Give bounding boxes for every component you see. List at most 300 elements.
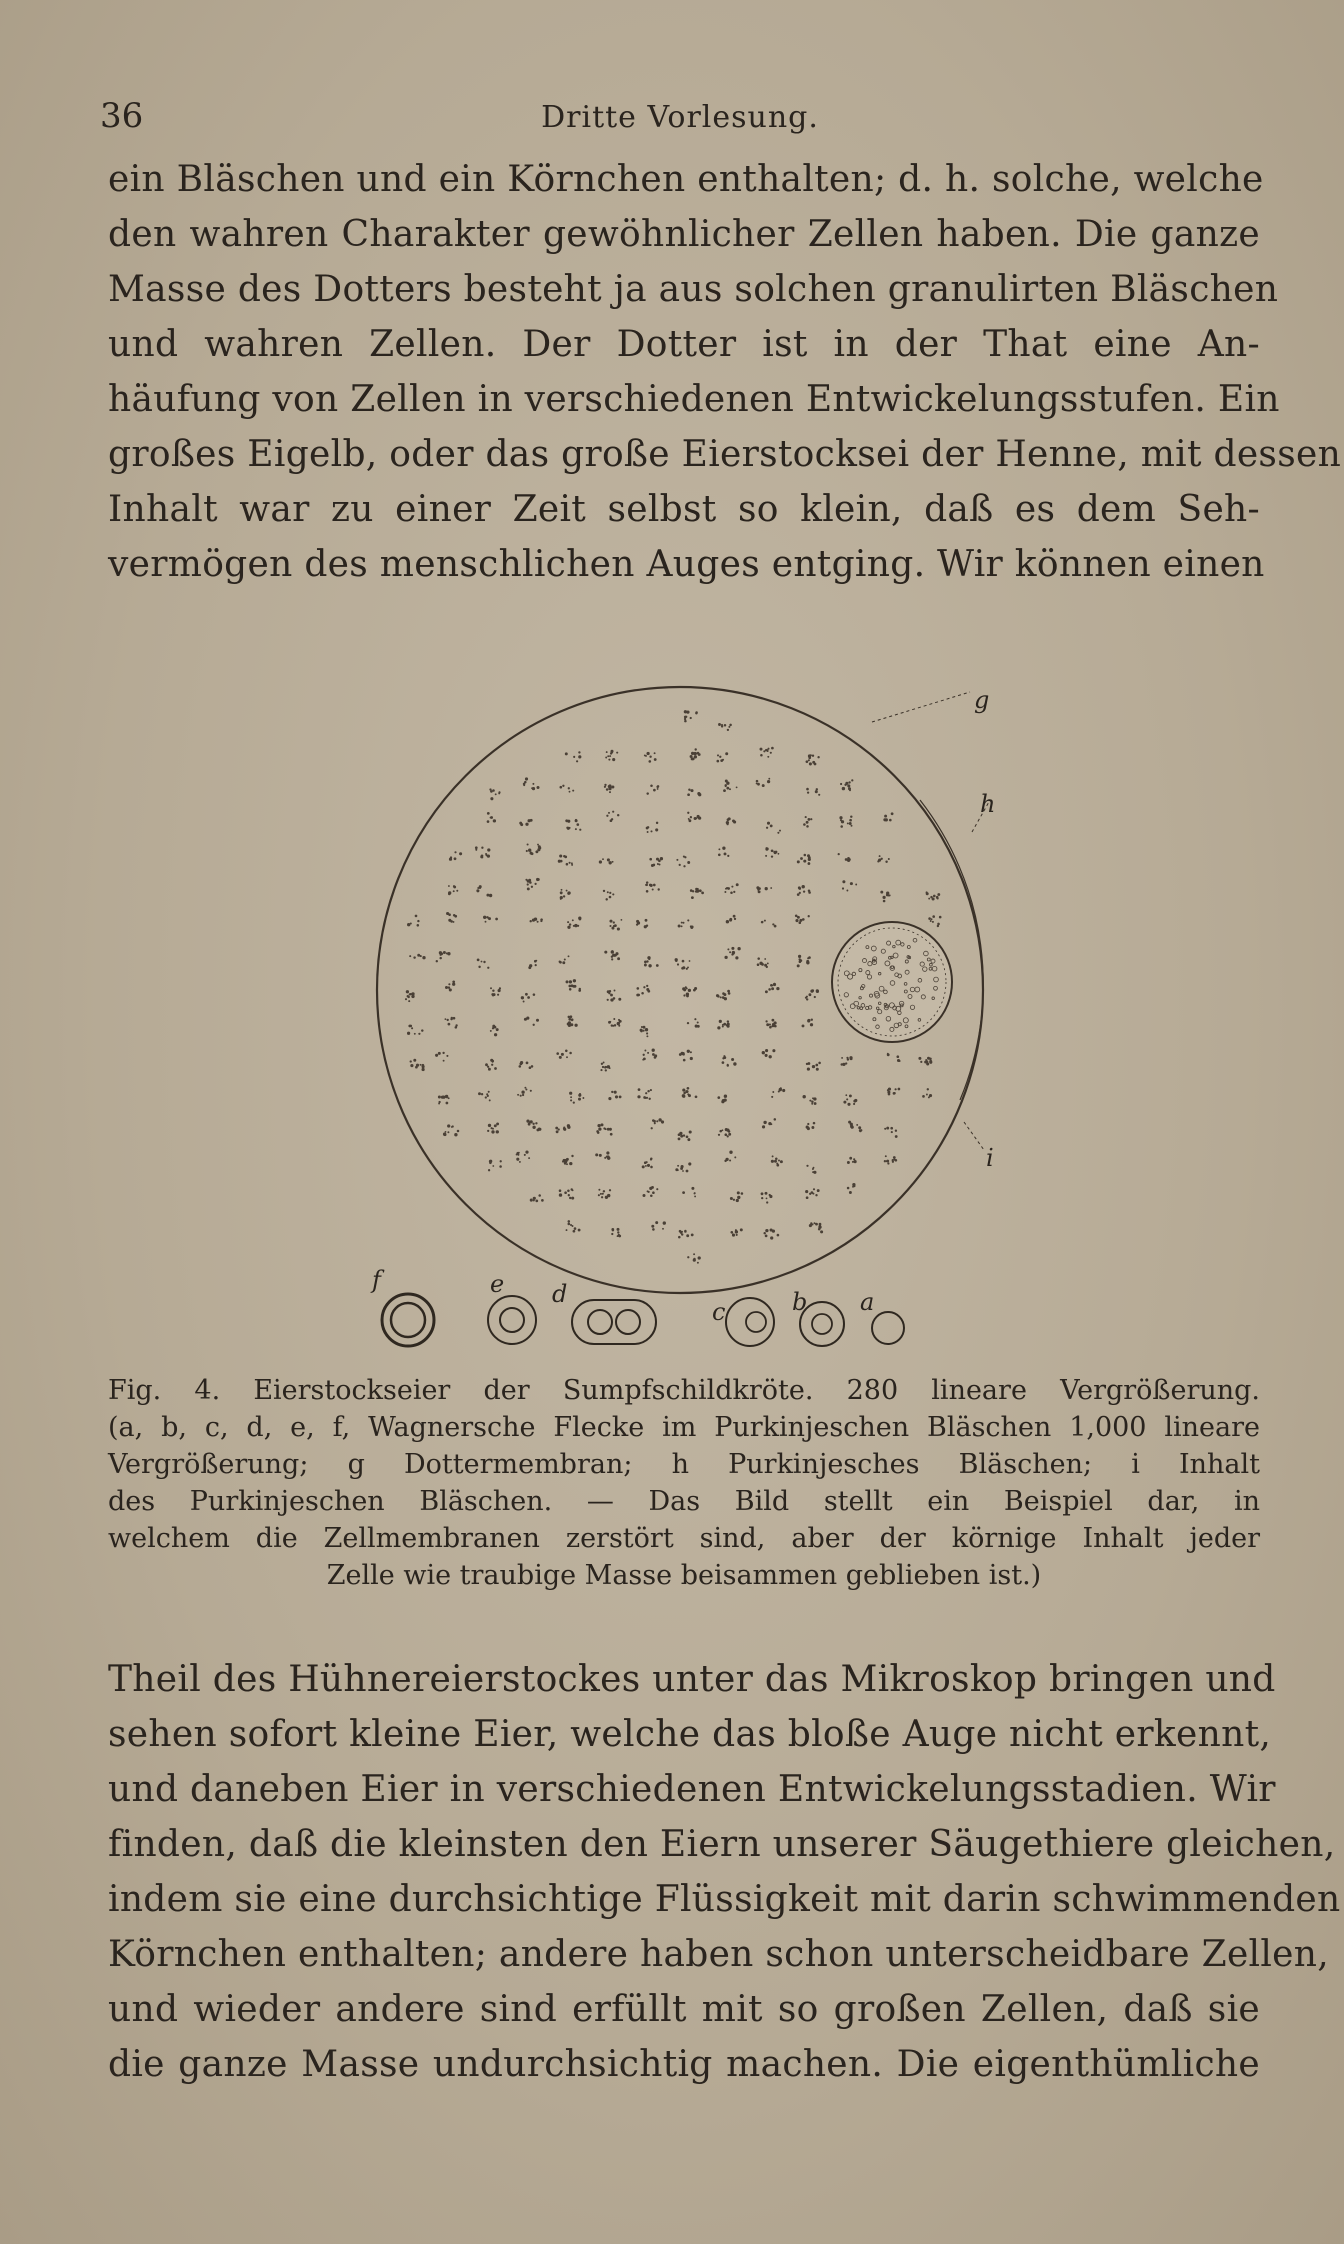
yolk-granule xyxy=(645,1165,647,1167)
text-line: Inhalt war zu einer Zeit selbst so klein, daß es dem Seh- xyxy=(108,489,1260,530)
yolk-granule xyxy=(611,1091,613,1093)
yolk-granule xyxy=(609,755,611,757)
yolk-granule xyxy=(566,1056,568,1058)
yolk-granule xyxy=(609,791,611,793)
yolk-granule xyxy=(681,967,684,970)
yolk-granule xyxy=(693,1258,695,1260)
yolk-granule xyxy=(643,1030,645,1032)
yolk-granule xyxy=(807,1019,810,1022)
yolk-granule xyxy=(770,887,772,889)
caption-line: Vergrößerung; g Dottermembran; h Purkinjesches Bläschen; i Inhalt xyxy=(108,1449,1260,1480)
yolk-granule xyxy=(494,1033,497,1036)
yolk-granule xyxy=(888,1093,891,1096)
yolk-granule xyxy=(643,1026,646,1029)
yolk-granule xyxy=(770,825,773,828)
yolk-granule xyxy=(646,1035,648,1037)
yolk-granule xyxy=(450,920,453,923)
yolk-granule xyxy=(799,887,802,890)
figure-label-e: e xyxy=(490,1270,505,1298)
yolk-granule xyxy=(727,948,729,950)
yolk-granule xyxy=(618,1019,620,1021)
yolk-granule xyxy=(608,812,610,814)
yolk-granule xyxy=(774,1021,777,1024)
yolk-granule xyxy=(421,1029,423,1031)
yolk-granule xyxy=(487,848,490,851)
yolk-granule xyxy=(811,1126,814,1129)
yolk-granule xyxy=(765,887,768,890)
yolk-granule xyxy=(687,966,689,968)
yolk-granule xyxy=(767,756,769,758)
yolk-granule xyxy=(847,1103,850,1106)
yolk-granule xyxy=(609,1128,612,1131)
yolk-granule xyxy=(532,919,535,922)
yolk-granule xyxy=(566,1229,568,1231)
yolk-granule xyxy=(559,1056,562,1059)
yolk-granule xyxy=(733,1199,735,1201)
yolk-granule xyxy=(535,850,538,853)
yolk-granule xyxy=(807,791,809,793)
yolk-granule xyxy=(417,924,420,927)
yolk-granule xyxy=(481,1093,483,1095)
yolk-granule xyxy=(488,1169,490,1171)
yolk-granule xyxy=(650,1158,652,1160)
yolk-granule xyxy=(526,850,528,852)
yolk-granule xyxy=(757,963,760,966)
yolk-granule xyxy=(736,1199,739,1202)
yolk-granule xyxy=(568,1018,571,1021)
yolk-granule xyxy=(728,726,730,728)
yolk-granule xyxy=(642,1165,645,1168)
yolk-granule xyxy=(895,1088,897,1090)
yolk-granule xyxy=(765,1192,768,1195)
yolk-granule xyxy=(567,1124,570,1127)
yolk-granule xyxy=(890,1127,893,1130)
yolk-granule xyxy=(845,1094,847,1096)
yolk-granule xyxy=(559,1193,562,1196)
yolk-granule xyxy=(491,1130,494,1133)
yolk-granule xyxy=(809,1100,811,1102)
yolk-granule xyxy=(736,786,738,788)
yolk-granule xyxy=(646,792,648,794)
yolk-granule xyxy=(687,793,690,796)
yolk-granule xyxy=(849,822,852,825)
yolk-granule xyxy=(690,1051,692,1053)
yolk-granule xyxy=(719,1020,722,1023)
yolk-granule xyxy=(479,885,482,888)
yolk-granule xyxy=(534,960,537,963)
yolk-granule xyxy=(537,878,540,881)
yolk-granule xyxy=(694,1018,696,1020)
yolk-granule xyxy=(807,854,810,857)
text-line: häufung von Zellen in verschiedenen Entwickelungsstufen. Ein xyxy=(108,379,1280,420)
yolk-granule xyxy=(681,922,683,924)
yolk-granule xyxy=(487,1066,489,1068)
yolk-granule xyxy=(656,822,658,824)
yolk-granule xyxy=(840,783,842,785)
yolk-granule xyxy=(818,1062,821,1065)
yolk-granule xyxy=(447,1019,449,1021)
yolk-granule xyxy=(538,1127,541,1130)
yolk-granule xyxy=(617,1228,620,1231)
yolk-granule xyxy=(407,1032,410,1035)
yolk-granule xyxy=(883,896,886,899)
yolk-granule xyxy=(724,724,727,727)
yolk-granule xyxy=(726,821,729,824)
yolk-granule xyxy=(697,792,700,795)
yolk-granule xyxy=(645,884,647,886)
yolk-granule xyxy=(617,1235,619,1237)
yolk-granule xyxy=(811,1101,814,1104)
yolk-granule xyxy=(530,1090,532,1092)
yolk-granule xyxy=(533,1197,536,1200)
yolk-granule xyxy=(438,1095,441,1098)
yolk-granule xyxy=(687,812,689,814)
yolk-granule xyxy=(649,858,652,861)
yolk-granule xyxy=(847,822,849,824)
yolk-granule xyxy=(813,1122,816,1125)
yolk-granule xyxy=(771,849,774,852)
yolk-granule xyxy=(683,922,685,924)
yolk-granule xyxy=(567,827,570,830)
yolk-granule xyxy=(648,964,651,967)
yolk-granule xyxy=(459,852,462,855)
yolk-granule xyxy=(812,1171,814,1173)
yolk-granule xyxy=(457,1130,460,1133)
yolk-granule xyxy=(409,1025,411,1027)
yolk-granule xyxy=(475,849,477,851)
yolk-granule xyxy=(678,1137,681,1140)
yolk-granule xyxy=(734,918,736,920)
yolk-granule xyxy=(649,1098,651,1100)
yolk-granule xyxy=(850,815,852,817)
yolk-granule xyxy=(453,890,455,892)
yolk-granule xyxy=(859,1129,861,1131)
yolk-granule xyxy=(816,1068,819,1071)
yolk-granule xyxy=(724,891,726,893)
yolk-granule xyxy=(526,1017,529,1020)
yolk-granule xyxy=(495,793,497,795)
yolk-granule xyxy=(578,1098,581,1101)
yolk-granule xyxy=(651,1127,653,1129)
yolk-granule xyxy=(761,921,764,924)
yolk-granule xyxy=(723,993,726,996)
yolk-granule xyxy=(644,961,647,964)
yolk-granule xyxy=(648,760,651,763)
yolk-granule xyxy=(605,1196,608,1199)
yolk-granule xyxy=(682,1095,685,1098)
yolk-granule xyxy=(491,1127,493,1129)
yolk-granule xyxy=(772,1091,774,1093)
yolk-granule xyxy=(895,1130,897,1132)
yolk-granule xyxy=(492,1060,495,1063)
yolk-granule xyxy=(775,1158,778,1161)
yolk-granule xyxy=(566,863,569,866)
yolk-granule xyxy=(646,881,648,883)
yolk-granule xyxy=(852,1186,854,1188)
running-title: Dritte Vorlesung. xyxy=(541,100,819,135)
yolk-granule xyxy=(724,1160,726,1162)
yolk-granule xyxy=(815,1194,817,1196)
yolk-granule xyxy=(417,920,419,922)
yolk-granule xyxy=(688,1162,691,1165)
yolk-granule xyxy=(780,1160,783,1163)
yolk-granule xyxy=(769,1055,772,1058)
yolk-granule xyxy=(571,1197,574,1200)
yolk-granule xyxy=(937,925,939,927)
yolk-granule xyxy=(937,893,940,896)
yolk-granule xyxy=(575,828,577,830)
yolk-granule xyxy=(816,990,819,993)
yolk-granule xyxy=(605,1069,607,1071)
yolk-granule xyxy=(730,1197,733,1200)
yolk-granule xyxy=(606,1151,609,1154)
yolk-granule xyxy=(566,890,568,892)
yolk-granule xyxy=(641,992,644,995)
yolk-granule xyxy=(614,1091,617,1094)
yolk-granule xyxy=(677,1165,679,1167)
yolk-granule xyxy=(566,1158,569,1161)
yolk-granule xyxy=(611,818,613,820)
yolk-granule xyxy=(644,754,646,756)
yolk-granule xyxy=(617,957,620,960)
yolk-granule xyxy=(795,919,798,922)
yolk-granule xyxy=(803,823,806,826)
yolk-granule xyxy=(656,1120,658,1122)
yolk-granule xyxy=(731,886,733,888)
yolk-granule xyxy=(524,1087,526,1089)
yolk-granule xyxy=(777,1234,780,1237)
yolk-granule xyxy=(454,915,457,918)
yolk-granule xyxy=(654,758,657,761)
yolk-granule xyxy=(487,967,489,969)
yolk-granule xyxy=(611,958,613,960)
yolk-granule xyxy=(448,891,451,894)
yolk-granule xyxy=(614,990,616,992)
yolk-granule xyxy=(695,748,697,750)
yolk-granule xyxy=(730,1231,733,1234)
yolk-granule xyxy=(562,961,565,964)
yolk-granule xyxy=(723,997,725,999)
yolk-granule xyxy=(420,1064,422,1066)
yolk-granule xyxy=(611,927,614,930)
yolk-granule xyxy=(516,1154,518,1156)
yolk-granule xyxy=(726,787,729,790)
yolk-granule xyxy=(618,998,621,1001)
yolk-granule xyxy=(569,980,572,983)
yolk-granule xyxy=(840,825,843,828)
yolk-granule xyxy=(887,895,889,897)
yolk-granule xyxy=(689,960,691,962)
yolk-granule xyxy=(760,754,763,757)
yolk-granule xyxy=(809,1193,811,1195)
yolk-granule xyxy=(531,787,533,789)
text-line: vermögen des menschlichen Auges entging. Wir können einen xyxy=(108,544,1265,585)
yolk-granule xyxy=(579,1093,581,1095)
yolk-granule xyxy=(687,1093,689,1095)
yolk-granule xyxy=(771,1019,774,1022)
yolk-granule xyxy=(922,1095,925,1098)
yolk-granule xyxy=(838,853,840,855)
yolk-granule xyxy=(602,1066,604,1068)
yolk-granule xyxy=(761,1192,764,1195)
yolk-granule xyxy=(657,785,659,787)
yolk-granule xyxy=(851,1126,854,1129)
yolk-granule xyxy=(616,752,618,754)
figure-4-illustration xyxy=(360,680,1020,1370)
yolk-granule xyxy=(572,790,574,792)
yolk-granule xyxy=(568,1194,570,1196)
yolk-granule xyxy=(690,816,692,818)
yolk-granule xyxy=(727,887,730,890)
yolk-granule xyxy=(814,1222,816,1224)
yolk-granule xyxy=(722,1061,725,1064)
yolk-granule xyxy=(496,1122,499,1125)
yolk-granule xyxy=(569,791,571,793)
page-number: 36 xyxy=(100,96,144,136)
figure-label-h: h xyxy=(980,790,996,818)
yolk-granule xyxy=(523,1001,525,1003)
yolk-granule xyxy=(847,859,850,862)
yolk-granule xyxy=(647,831,649,833)
yolk-granule xyxy=(485,853,487,855)
yolk-granule xyxy=(445,1131,447,1133)
text-line: und wahren Zellen. Der Dotter ist in der That eine An- xyxy=(108,324,1260,365)
yolk-granule xyxy=(814,1102,817,1105)
yolk-granule xyxy=(889,819,892,822)
yolk-granule xyxy=(724,1095,727,1098)
yolk-granule xyxy=(644,1050,646,1052)
yolk-granule xyxy=(842,787,845,790)
yolk-granule xyxy=(722,847,725,850)
yolk-granule xyxy=(647,1052,649,1054)
yolk-granule xyxy=(525,1151,528,1154)
yolk-granule xyxy=(806,1196,809,1199)
yolk-granule xyxy=(443,1060,445,1062)
yolk-granule xyxy=(850,882,853,885)
yolk-granule xyxy=(492,1165,494,1167)
yolk-granule xyxy=(846,1057,848,1059)
paragraph-bottom xyxy=(108,1652,1341,2092)
yolk-granule xyxy=(566,980,569,983)
yolk-granule xyxy=(600,1193,602,1195)
yolk-granule xyxy=(411,1027,413,1029)
yolk-granule xyxy=(766,827,768,829)
yolk-granule xyxy=(895,1159,898,1162)
yolk-granule xyxy=(536,1019,539,1022)
yolk-granule xyxy=(680,1135,683,1138)
yolk-granule xyxy=(569,862,571,864)
yolk-granule xyxy=(932,921,934,923)
yolk-granule xyxy=(726,1129,729,1132)
yolk-granule xyxy=(618,1235,621,1238)
yolk-granule xyxy=(806,825,809,828)
yolk-granule xyxy=(567,926,570,929)
yolk-granule xyxy=(568,1223,571,1226)
yolk-granule xyxy=(756,783,758,785)
yolk-granule xyxy=(492,1025,495,1028)
yolk-granule xyxy=(737,1196,740,1199)
yolk-granule xyxy=(778,1160,780,1162)
yolk-granule xyxy=(640,1030,643,1033)
yolk-granule xyxy=(761,1197,763,1199)
yolk-granule xyxy=(694,1192,696,1194)
yolk-granule xyxy=(736,1234,738,1236)
yolk-granule xyxy=(607,999,609,1001)
yolk-granule xyxy=(847,1187,850,1190)
yolk-granule xyxy=(609,892,611,894)
yolk-granule xyxy=(687,1138,690,1141)
yolk-granule xyxy=(807,1068,810,1071)
caption-line: Zelle wie traubige Masse beisammen geblieben ist.) xyxy=(326,1560,1042,1591)
yolk-granule xyxy=(572,985,575,988)
yolk-granule xyxy=(727,729,729,731)
yolk-granule xyxy=(686,1135,689,1138)
yolk-granule xyxy=(599,1154,602,1157)
yolk-granule xyxy=(519,1161,521,1163)
yolk-granule xyxy=(686,1234,689,1237)
yolk-granule xyxy=(733,953,735,955)
figure-label-f: f xyxy=(372,1266,381,1294)
yolk-granule xyxy=(847,1161,850,1164)
yolk-granule xyxy=(927,1088,929,1090)
yolk-granule xyxy=(598,1189,600,1191)
yolk-granule xyxy=(579,988,581,990)
yolk-granule xyxy=(772,1049,775,1052)
yolk-granule xyxy=(846,890,848,892)
yolk-granule xyxy=(718,723,721,726)
yolk-granule xyxy=(488,1124,491,1127)
yolk-granule xyxy=(497,994,499,996)
yolk-granule xyxy=(658,888,660,890)
yolk-granule xyxy=(737,1191,740,1194)
yolk-granule xyxy=(603,890,605,892)
yolk-granule xyxy=(807,1123,809,1125)
yolk-granule xyxy=(689,1130,692,1133)
yolk-granule xyxy=(446,1102,449,1105)
yolk-granule xyxy=(556,1052,559,1055)
yolk-granule xyxy=(721,1129,723,1131)
yolk-granule xyxy=(489,894,492,897)
yolk-granule xyxy=(525,879,527,881)
yolk-granule xyxy=(726,920,729,923)
yolk-granule xyxy=(488,1068,491,1071)
yolk-granule xyxy=(604,1157,606,1159)
yolk-granule xyxy=(604,784,606,786)
yolk-granule xyxy=(924,1061,927,1064)
yolk-granule xyxy=(527,843,529,845)
yolk-granule xyxy=(772,923,774,925)
yolk-granule xyxy=(854,1160,857,1163)
yolk-granule xyxy=(767,822,770,825)
yolk-granule xyxy=(447,1124,450,1127)
yolk-granule xyxy=(578,751,580,753)
yolk-granule xyxy=(680,1167,683,1170)
yolk-granule xyxy=(528,849,531,852)
yolk-granule xyxy=(572,1225,574,1227)
yolk-granule xyxy=(601,1063,603,1065)
yolk-granule xyxy=(643,1054,645,1056)
yolk-granule xyxy=(477,959,480,962)
yolk-granule xyxy=(653,884,656,887)
yolk-granule xyxy=(806,821,809,824)
yolk-granule xyxy=(771,855,773,857)
yolk-granule xyxy=(492,989,494,991)
caption-line: des Purkinjeschen Bläschen. — Das Bild stellt ein Beispiel dar, in xyxy=(108,1486,1260,1517)
yolk-granule xyxy=(806,788,809,791)
yolk-granule xyxy=(770,1236,773,1239)
yolk-granule xyxy=(763,1232,765,1234)
yolk-granule xyxy=(853,1158,855,1160)
